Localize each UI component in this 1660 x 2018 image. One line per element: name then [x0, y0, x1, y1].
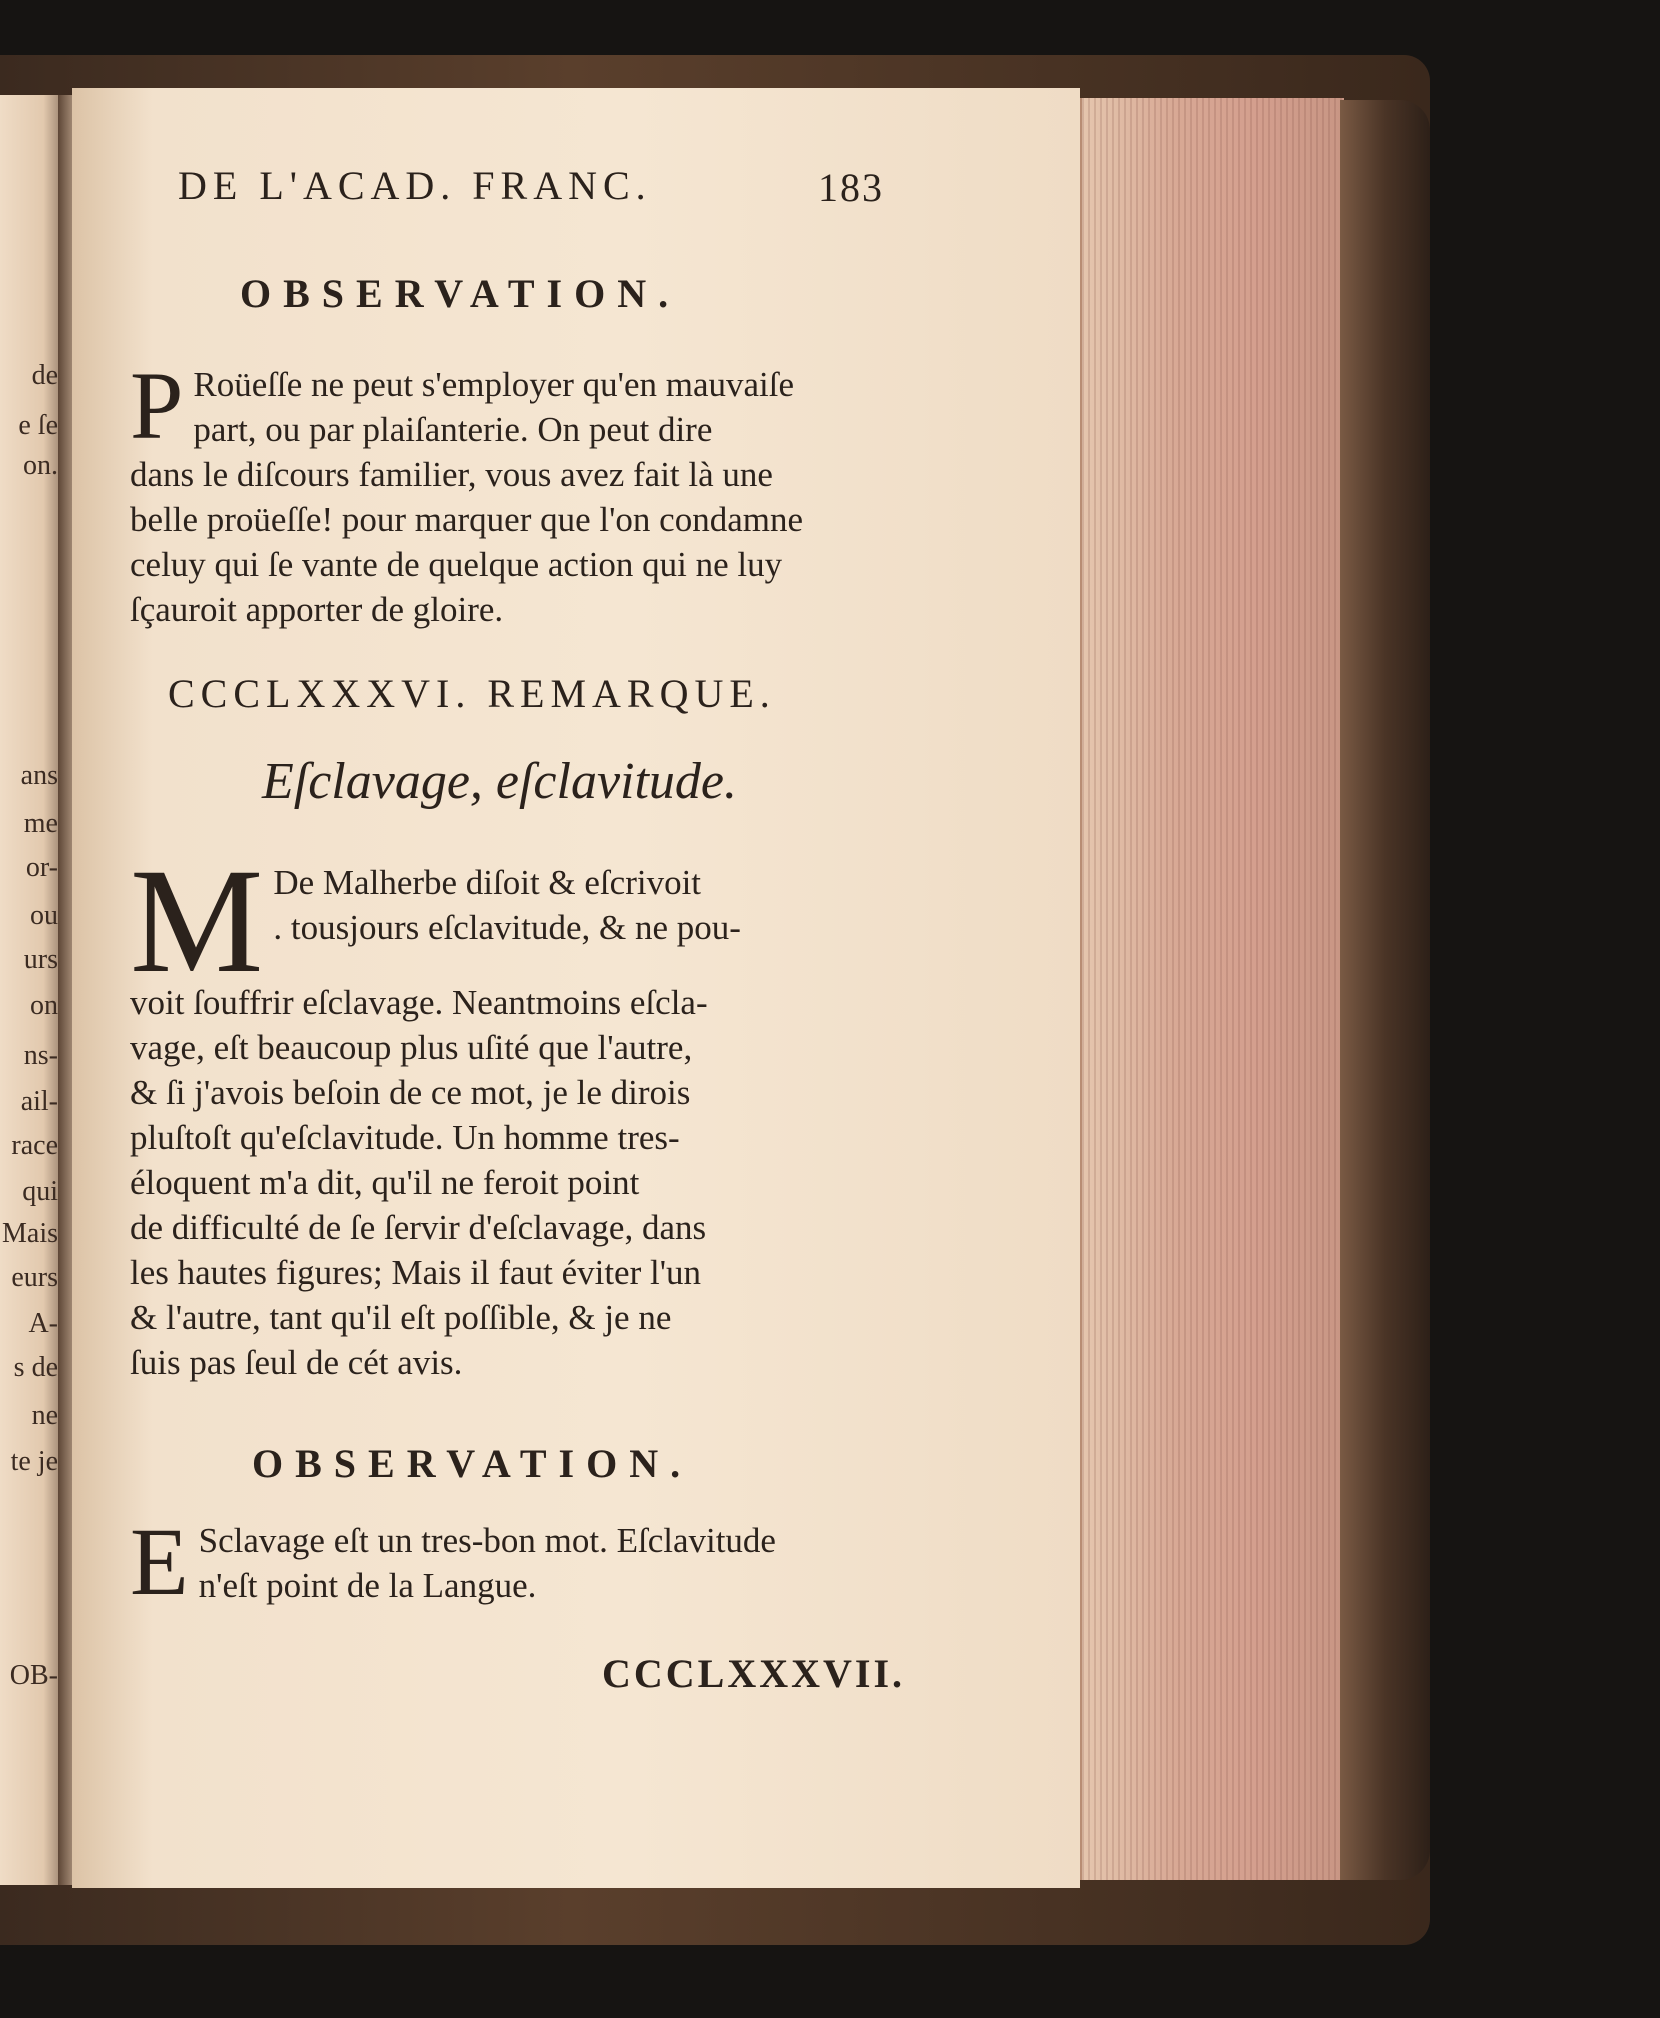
paragraph-line: De Malherbe diſoit & eſcrivoit	[273, 863, 702, 902]
left-page-fragment: or-	[25, 852, 58, 883]
observation-heading-2: OBSERVATION.	[252, 1441, 693, 1486]
paragraph-line: Roüeſſe ne peut s'employer qu'en mauvaiſe	[193, 365, 795, 404]
left-page-fragment: A-	[28, 1308, 58, 1339]
paragraph-line: ſçauroit apporter de gloire.	[130, 590, 504, 629]
left-page-fragment: e ſe	[18, 410, 58, 441]
paragraph-line: & ſi j'avois beſoin de ce mot, je le dirois	[130, 1073, 691, 1112]
paragraph-line: ſuis pas ſeul de cét avis.	[130, 1343, 463, 1382]
left-page-fragment: ns-	[23, 1040, 58, 1071]
paragraph-line: celuy qui ſe vante de quelque action qui ne luy	[130, 545, 783, 584]
paragraph-line: dans le diſcours familier, vous avez fait là une	[130, 455, 773, 494]
left-page-fragment: urs	[23, 944, 58, 975]
paragraph-line: éloquent m'a dit, qu'il ne feroit point	[130, 1163, 640, 1202]
left-page-fragment: me	[23, 808, 58, 839]
paragraph-line: voit ſouffrir eſclavage. Neantmoins eſcla-	[130, 983, 708, 1022]
left-page-fragment: on.	[23, 450, 58, 481]
left-page-fragment: ou	[30, 900, 58, 931]
left-page-fragment: on	[30, 990, 58, 1021]
remarque-heading: CCCLXXXVI. REMARQUE.	[168, 671, 776, 716]
left-page-fragment: ail-	[20, 1086, 58, 1117]
running-head: DE L'ACAD. FRANC.	[178, 163, 652, 208]
page-edges	[1080, 98, 1344, 1880]
remarque-paragraph	[130, 838, 902, 1385]
observation-heading-1: OBSERVATION.	[240, 271, 681, 316]
paragraph-line: belle proüeſſe! pour marquer que l'on condamne	[130, 500, 803, 539]
left-page-edge	[0, 95, 62, 1885]
paragraph-line: n'eſt point de la Langue.	[198, 1566, 537, 1605]
paragraph-line: vage, eſt beaucoup plus uſité que l'autre,	[130, 1028, 693, 1067]
dropcap-p: P	[130, 352, 184, 459]
fore-edge-binding	[1340, 100, 1430, 1880]
paragraph-line: les hautes figures; Mais il faut éviter l'un	[130, 1253, 702, 1292]
left-page-fragment: ans	[20, 760, 58, 791]
dropcap-m: M	[130, 838, 264, 1004]
observation-paragraph-1	[130, 352, 902, 632]
left-page-fragment: race	[11, 1130, 58, 1161]
paragraph-line: Sclavage eſt un tres-bon mot. Eſclavitude	[198, 1521, 776, 1560]
paragraph-line: . tousjours eſclavitude, & ne pou-	[273, 908, 741, 947]
left-page-fragment: te je	[10, 1446, 58, 1477]
left-page-fragment: eurs	[11, 1262, 58, 1293]
paragraph-line: pluſtoſt qu'eſclavitude. Un homme tres-	[130, 1118, 680, 1157]
left-page-fragment: ne	[31, 1400, 58, 1431]
left-page-fragment: Mais	[2, 1218, 58, 1249]
left-page-fragment: s de	[13, 1352, 58, 1383]
remarque-title: Eſclavage, eſclavitude.	[262, 753, 738, 810]
paragraph-line: & l'autre, tant qu'il eſt poſſible, & je ne	[130, 1298, 672, 1337]
observation-paragraph-2	[130, 1508, 902, 1615]
paragraph-line: part, ou par plaiſanterie. On peut dire	[193, 410, 713, 449]
left-page-fragment: de	[31, 360, 58, 391]
paragraph-line: de difficulté de ſe ſervir d'eſclavage, dans	[130, 1208, 707, 1247]
catchword: CCCLXXXVII.	[602, 1651, 906, 1696]
page-number: 183	[818, 165, 884, 210]
left-page-fragment: OB-	[9, 1660, 58, 1691]
dropcap-e: E	[130, 1508, 189, 1615]
left-page-fragment: qui	[22, 1176, 58, 1207]
